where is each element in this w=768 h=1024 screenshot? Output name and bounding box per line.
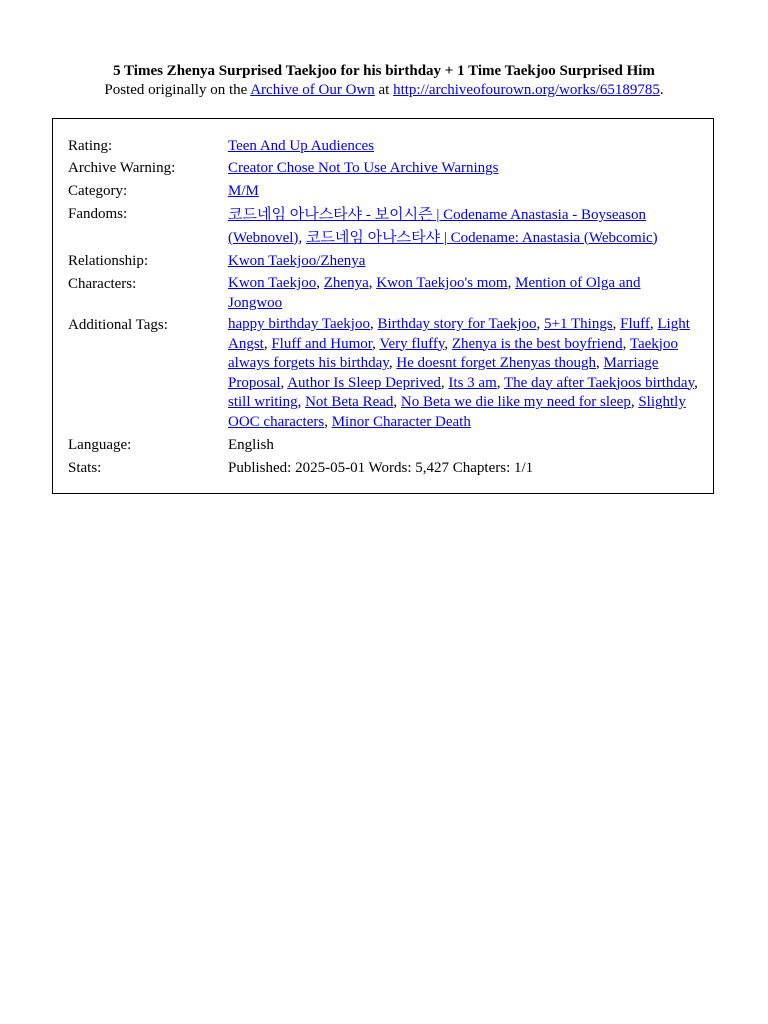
- tag-link[interactable]: Taekjoo always forgets his birthday: [228, 335, 678, 371]
- tag-link[interactable]: Zhenya is the best boyfriend: [451, 335, 623, 352]
- tag-link[interactable]: He doesnt forget Zhenyas though: [396, 355, 596, 371]
- language-label: Language:: [68, 437, 132, 453]
- tag-link[interactable]: Minor Character Death: [331, 413, 471, 430]
- tag-link[interactable]: 5+1 Things: [544, 316, 613, 332]
- tag-link[interactable]: Fluff: [620, 316, 650, 332]
- character-link[interactable]: Mention of Olga and Jongwoo: [228, 275, 641, 311]
- fandom-link[interactable]: 코드네임 아나스타샤 - 보이시즌 | Codename Anastasia - Boyseason (Webnovel): [228, 207, 646, 246]
- posted-prefix: Posted originally on the: [104, 82, 251, 98]
- work-header: [0, 62, 768, 100]
- posted-mid: at: [374, 82, 394, 98]
- tag-link[interactable]: Marriage Proposal: [228, 355, 659, 391]
- fandom-link[interactable]: 코드네임 아나스타샤 | Codename: Anastasia (Webcomic): [305, 229, 658, 246]
- work-url-link[interactable]: http://archiveofourown.org/works/65189785: [393, 82, 660, 98]
- tag-link[interactable]: Light Angst: [228, 316, 690, 352]
- rating-label: Rating:: [68, 138, 113, 154]
- tag-link[interactable]: Slightly OOC characters: [228, 394, 686, 430]
- stats-label: Stats:: [68, 460, 102, 476]
- character-link[interactable]: Zhenya: [323, 275, 369, 291]
- characters-list: Kwon Taekjoo, Zhenya, Kwon Taekjoo's mom, Mention of Olga and Jongwoo: [228, 275, 641, 311]
- posted-suffix: .: [659, 82, 664, 98]
- tag-link[interactable]: Very fluffy: [379, 335, 445, 352]
- work-title: 5 Times Zhenya Surprised Taekjoo for his birthday + 1 Time Taekjoo Surprised Him: [113, 63, 655, 79]
- posted-line: [0, 81, 768, 100]
- character-link[interactable]: Kwon Taekjoo's mom: [376, 275, 508, 291]
- character-link[interactable]: Kwon Taekjoo: [228, 275, 317, 291]
- warning-label: Archive Warning:: [68, 160, 176, 176]
- stats-value: Published: 2025-05-01 Words: 5,427 Chapters: 1/1: [228, 460, 534, 476]
- relationship-label: Relationship:: [68, 253, 148, 269]
- tag-link[interactable]: still writing: [228, 394, 298, 410]
- metadata-box: [52, 118, 714, 494]
- tag-link[interactable]: Not Beta Read: [305, 394, 394, 410]
- category-link[interactable]: M/M: [228, 183, 259, 199]
- language-value: English: [228, 437, 274, 453]
- tags-list: happy birthday Taekjoo, Birthday story for Taekjoo, 5+1 Things, Fluff, Light Angst, Fluff and Humor, Very fluffy, Zhenya is the best boyfriend, Taekjoo always forgets his birthday, He doesnt forget Zhenyas though, Marriage Proposal, Author Is Sleep Deprived, Its 3 am, The day after Taekjoos birthday, still writing, Not Beta Read, No Beta we die like my need for sleep, Slightly OOC characters, Minor Character Death: [228, 316, 698, 430]
- fandoms-label: Fandoms:: [68, 206, 128, 222]
- rating-link[interactable]: Teen And Up Audiences: [228, 138, 375, 154]
- tag-link[interactable]: Its 3 am: [448, 374, 497, 391]
- tags-label: Additional Tags:: [68, 317, 168, 333]
- category-label: Category:: [68, 183, 128, 199]
- tag-link[interactable]: happy birthday Taekjoo: [228, 316, 370, 332]
- warning-link[interactable]: Creator Chose Not To Use Archive Warnings: [228, 160, 499, 176]
- tag-link[interactable]: No Beta we die like my need for sleep: [400, 394, 631, 410]
- tag-link[interactable]: Author Is Sleep Deprived: [287, 374, 441, 391]
- characters-label: Characters:: [68, 276, 137, 292]
- archive-link[interactable]: Archive of Our Own: [250, 82, 375, 98]
- tag-link[interactable]: The day after Taekjoos birthday: [503, 374, 695, 391]
- tag-link[interactable]: Birthday story for Taekjoo: [377, 316, 537, 332]
- relationship-link[interactable]: Kwon Taekjoo/Zhenya: [228, 253, 366, 269]
- fandoms-list: 코드네임 아나스타샤 - 보이시즌 | Codename Anastasia - Boyseason (Webnovel), 코드네임 아나스타샤 | Codename: Anastasia (Webcomic): [228, 207, 658, 246]
- tag-link[interactable]: Fluff and Humor: [271, 335, 373, 352]
